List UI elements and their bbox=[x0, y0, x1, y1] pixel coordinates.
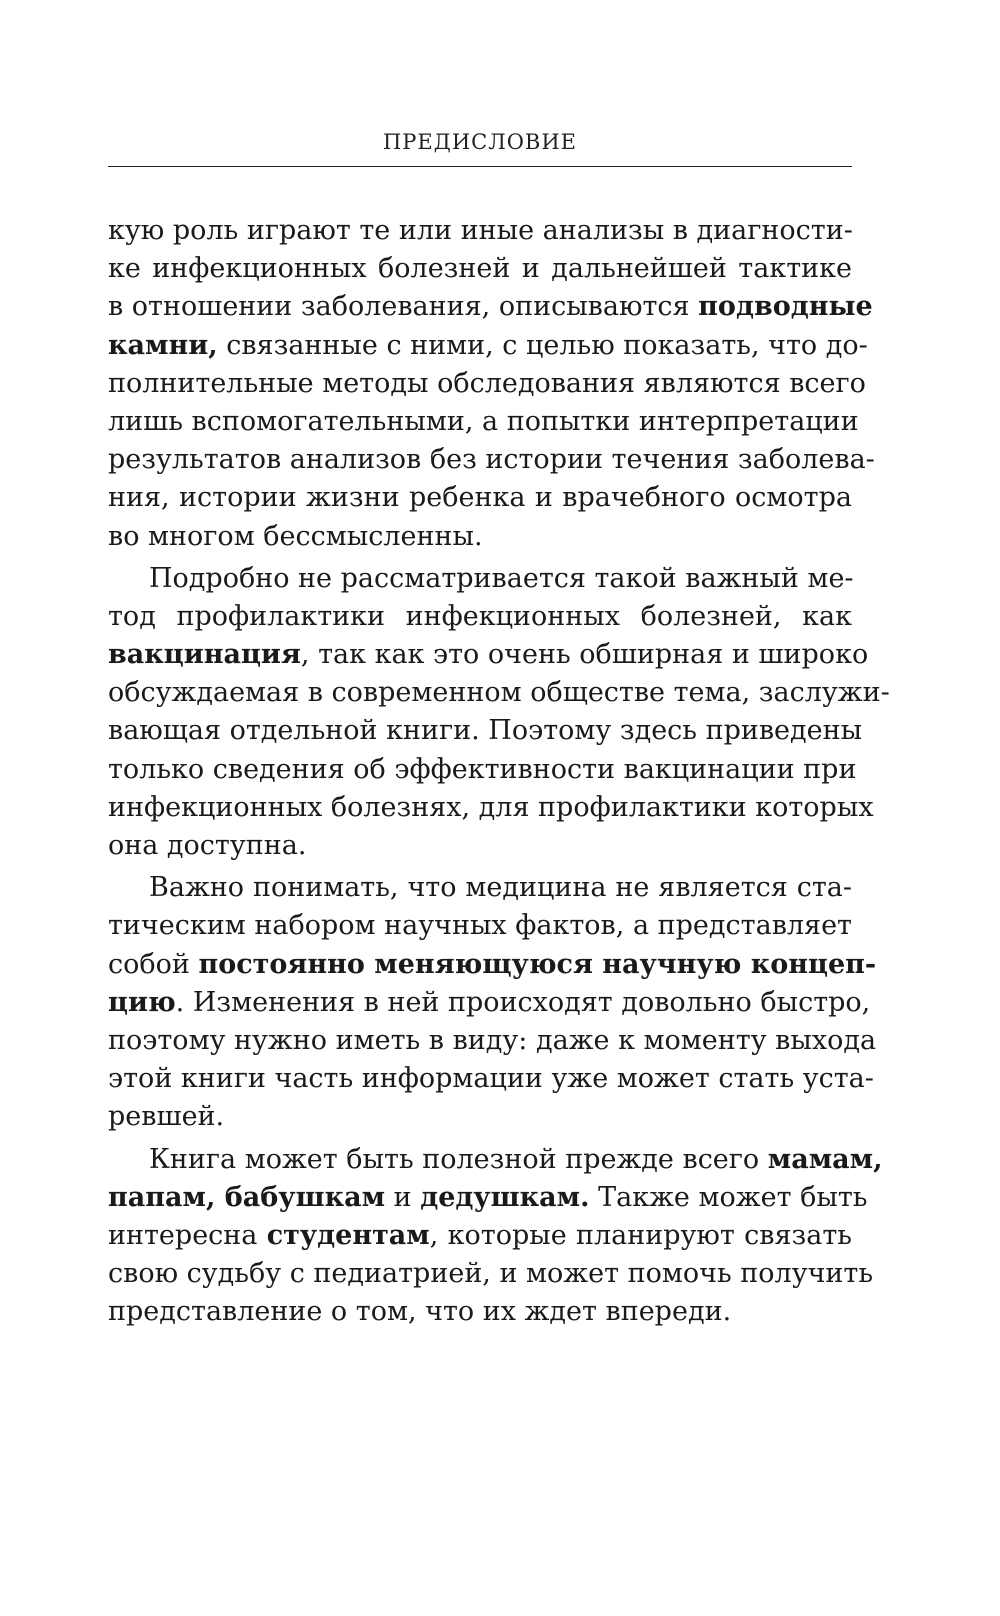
text-line bbox=[108, 1141, 883, 1179]
text-segment: она доступна. bbox=[108, 830, 307, 861]
text-segment: лишь вспомогательными, а попытки интерпретации bbox=[108, 405, 859, 437]
text-line bbox=[108, 1098, 852, 1136]
bold-text: камни, bbox=[108, 329, 218, 361]
bold-text: постоянно меняющуюся научную концеп- bbox=[198, 948, 877, 980]
text-segment: ревшей. bbox=[108, 1101, 225, 1133]
paragraph bbox=[108, 1141, 883, 1332]
text-line bbox=[108, 250, 852, 288]
text-segment: поэтому нужно иметь в виду: даже к моменту выхода bbox=[108, 1024, 877, 1056]
text-line bbox=[108, 327, 868, 365]
text-line bbox=[108, 636, 869, 674]
text-line bbox=[108, 479, 852, 517]
text-segment: тод профилактики инфекционных болезней, как bbox=[108, 600, 852, 632]
text-line bbox=[108, 789, 874, 827]
text-segment: собой bbox=[108, 948, 199, 980]
text-segment: кую роль играют те или иные анализы в диагности- bbox=[108, 215, 853, 246]
running-head-title: ПРЕДИСЛОВИЕ bbox=[382, 130, 578, 154]
text-line bbox=[108, 1179, 868, 1217]
text-segment: Книга может быть полезной прежде всего bbox=[149, 1143, 768, 1175]
text-line bbox=[108, 403, 859, 441]
bold-text: мамам, bbox=[767, 1143, 883, 1175]
text-segment: интересна bbox=[108, 1219, 267, 1251]
header-rule bbox=[108, 166, 852, 167]
text-line bbox=[108, 946, 877, 984]
text-segment: тическим набором научных фактов, а представляет bbox=[108, 910, 852, 942]
text-line bbox=[108, 560, 852, 598]
text-line bbox=[108, 984, 871, 1022]
bold-text: подводные bbox=[698, 291, 873, 323]
text-segment: Важно понимать, что медицина не является ста- bbox=[149, 872, 852, 904]
text-segment: инфекционных болезнях, для профилактики которых bbox=[108, 791, 874, 823]
text-segment: представление о том, что их ждет впереди. bbox=[108, 1296, 732, 1328]
paragraph bbox=[108, 869, 877, 1136]
text-line bbox=[108, 907, 852, 945]
text-line bbox=[108, 1217, 852, 1255]
bold-text: студентам bbox=[266, 1219, 430, 1251]
text-segment: ния, истории жизни ребенка и врачебного осмотра bbox=[108, 482, 852, 514]
text-segment: только сведения об эффективности вакцинации при bbox=[108, 753, 857, 785]
text-line bbox=[108, 712, 863, 750]
text-line bbox=[108, 869, 852, 907]
text-line bbox=[108, 827, 852, 865]
text-segment: свою судьбу с педиатрией, и может помочь получить bbox=[108, 1258, 874, 1290]
bold-text: папам, бабушкам bbox=[108, 1181, 386, 1213]
text-segment: ке инфекционных болезней и дальнейшей тактике bbox=[108, 253, 852, 285]
text-segment: Подробно не рассматривается такой важный ме- bbox=[149, 562, 854, 594]
text-segment: этой книги часть информации уже может стать уста- bbox=[108, 1063, 874, 1095]
text-segment: Также может быть bbox=[589, 1181, 868, 1213]
text-line bbox=[108, 1255, 874, 1293]
text-segment: полнительные методы обследования являются всего bbox=[108, 367, 866, 399]
text-line bbox=[108, 518, 852, 556]
text-segment: связанные с ними, с целью показать, что до- bbox=[217, 329, 868, 361]
text-line bbox=[108, 1060, 874, 1098]
text-line bbox=[108, 674, 890, 712]
text-line bbox=[108, 288, 873, 326]
text-segment: , так как это очень обширная и широко bbox=[300, 639, 869, 671]
text-line bbox=[108, 365, 866, 403]
body-text bbox=[108, 212, 890, 1335]
text-line bbox=[108, 751, 857, 789]
text-line bbox=[108, 441, 875, 479]
text-segment: в отношении заболевания, описываются bbox=[108, 291, 699, 323]
bold-text: цию bbox=[108, 986, 176, 1018]
bold-text: вакцинация bbox=[108, 639, 301, 671]
text-segment: , которые планируют связать bbox=[429, 1219, 852, 1251]
bold-text: дедушкам. bbox=[420, 1181, 590, 1213]
text-segment: во многом бессмысленны. bbox=[108, 520, 483, 552]
text-line bbox=[108, 1293, 852, 1331]
text-line bbox=[108, 598, 852, 636]
text-segment: результатов анализов без истории течения заболева- bbox=[108, 444, 875, 476]
paragraph bbox=[108, 212, 875, 556]
text-line bbox=[108, 1022, 877, 1060]
text-segment: и bbox=[385, 1181, 421, 1213]
text-segment: вающая отдельной книги. Поэтому здесь приведены bbox=[108, 715, 863, 747]
paragraph bbox=[108, 560, 890, 866]
text-line bbox=[108, 212, 852, 250]
text-segment: обсуждаемая в современном обществе тема, заслужи- bbox=[108, 677, 890, 709]
text-segment: . Изменения в ней происходят довольно быстро, bbox=[175, 986, 871, 1018]
